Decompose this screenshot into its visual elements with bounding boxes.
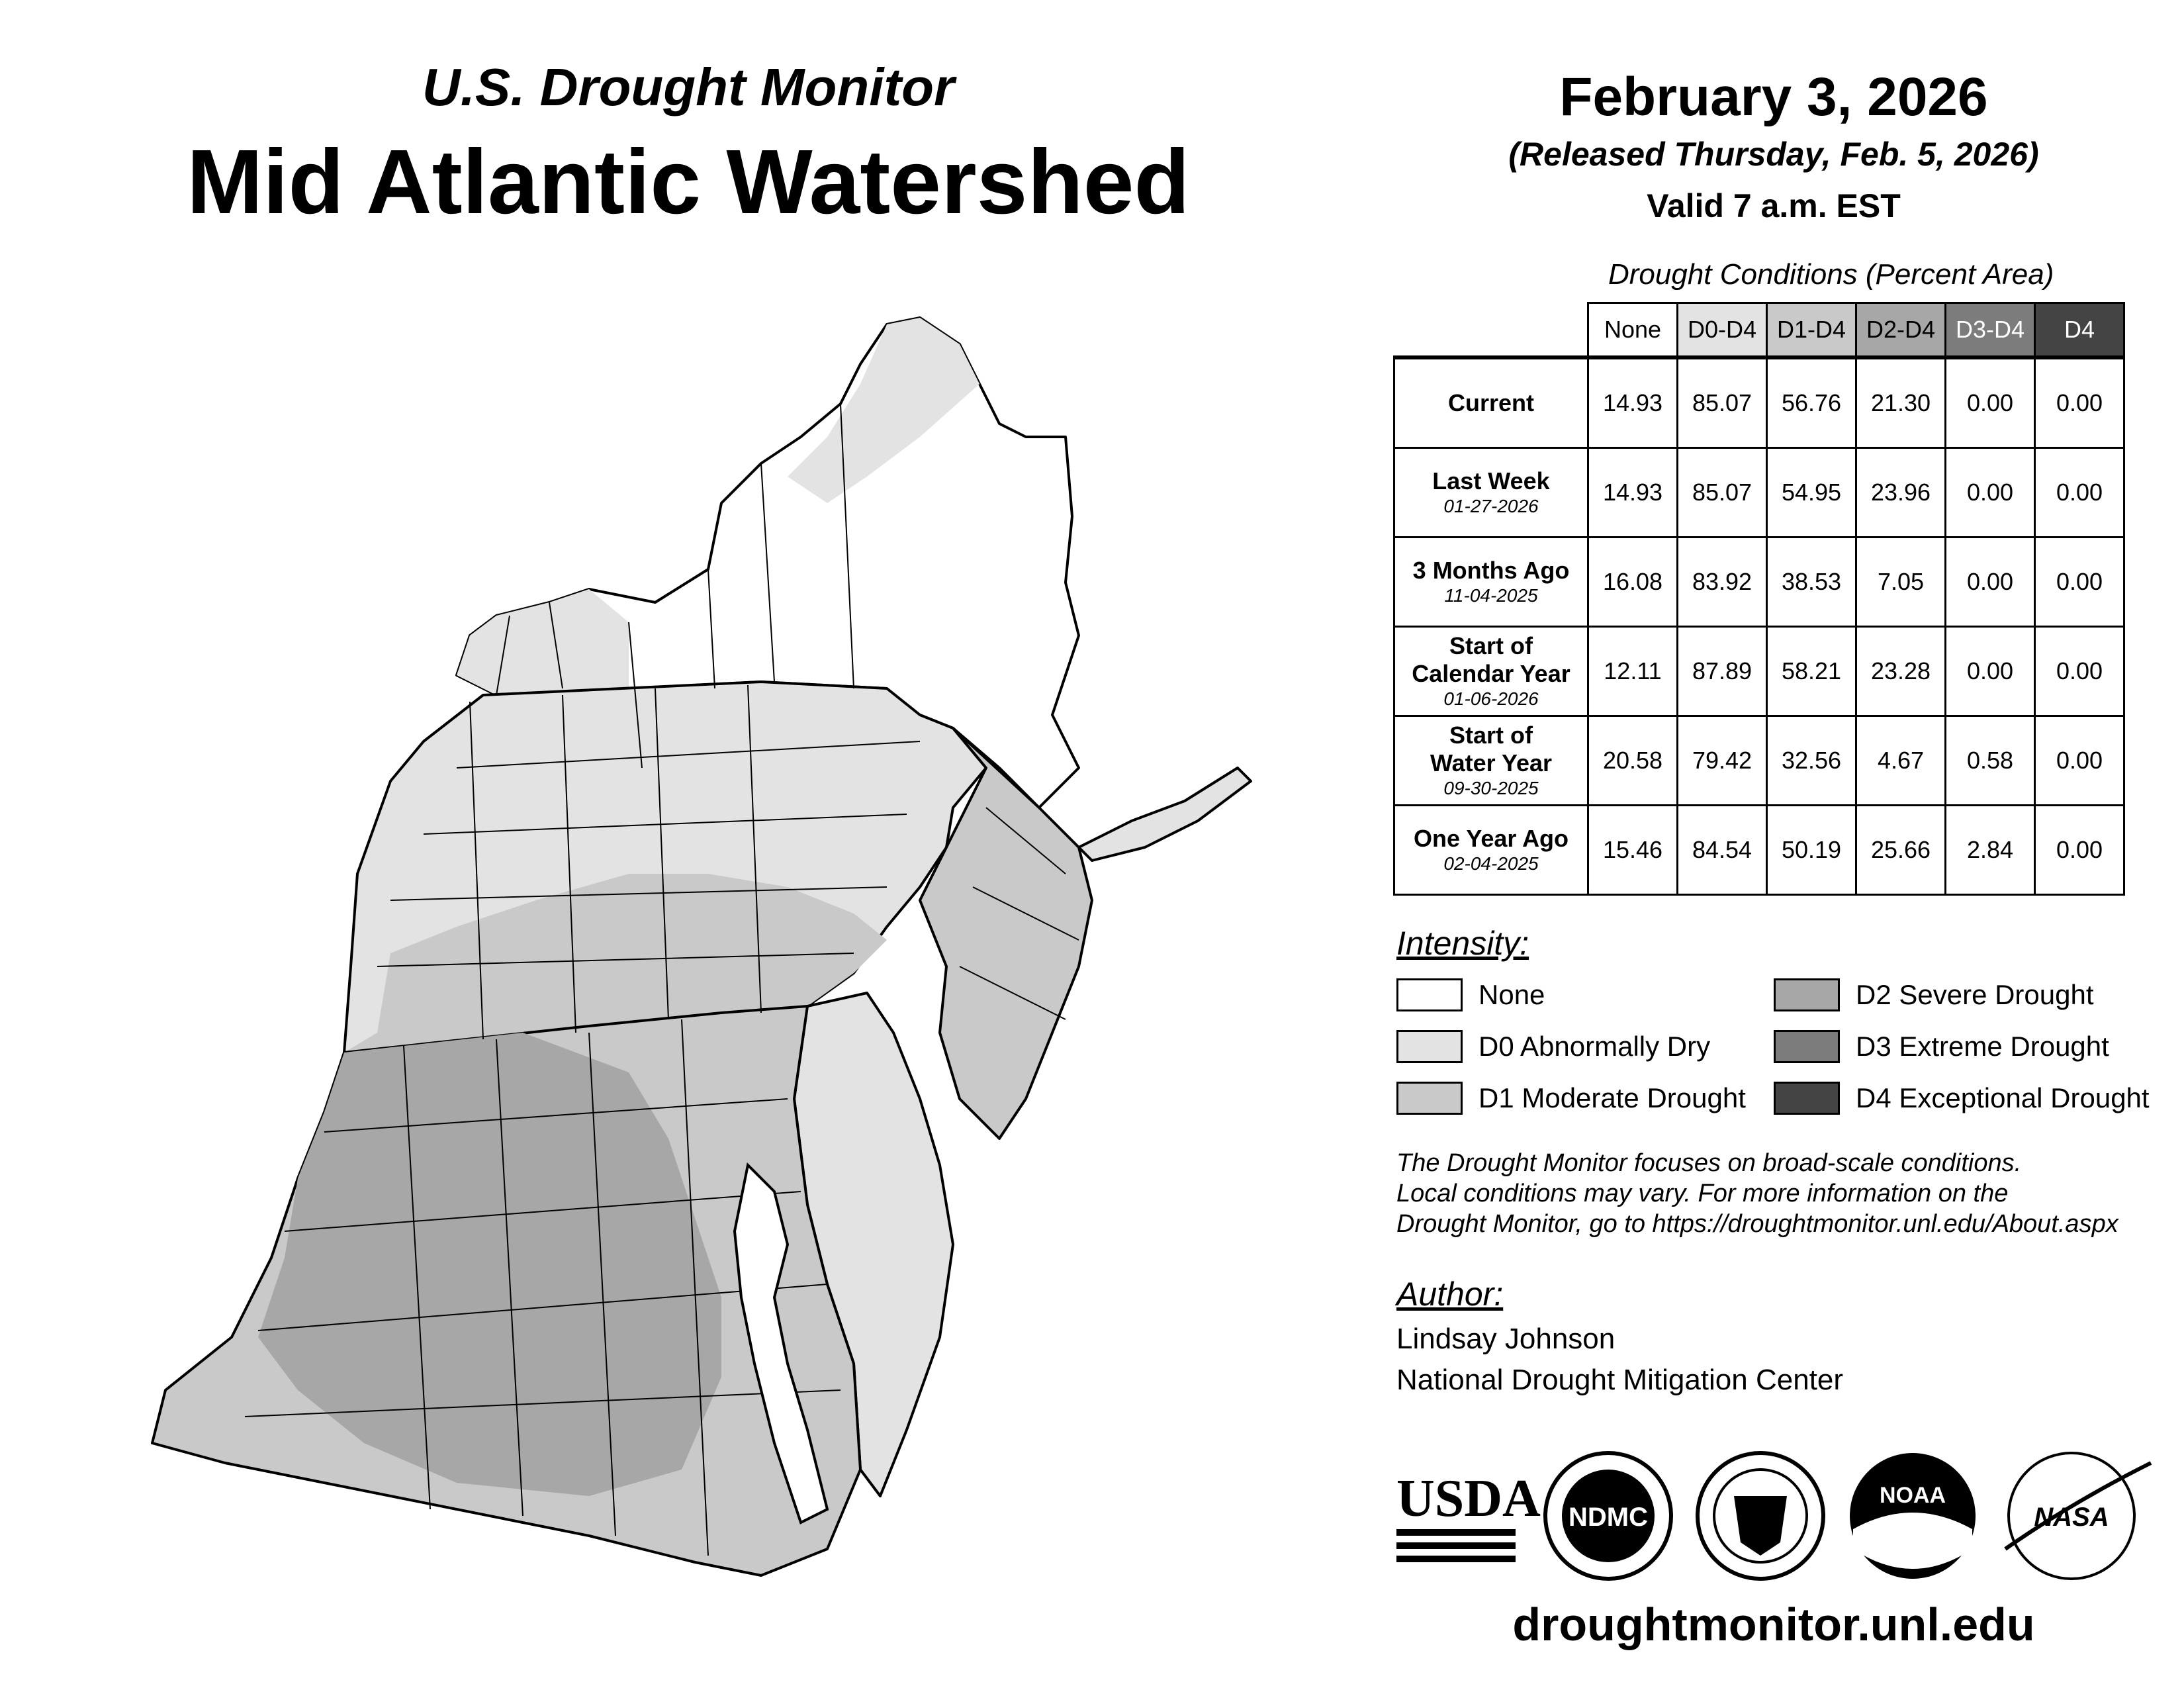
- legend-label: D3 Extreme Drought: [1856, 1031, 2109, 1062]
- region-long-island: [1079, 768, 1251, 861]
- table-cell: 23.96: [1856, 448, 1946, 538]
- author-title: Author:: [1396, 1276, 1504, 1313]
- row-label: Last Week 01-27-2026: [1394, 448, 1588, 538]
- table-row: [1394, 716, 2124, 806]
- table-cell: 85.07: [1678, 448, 1767, 538]
- table-cell: 38.53: [1767, 538, 1856, 627]
- region-ny-d0-west: [457, 589, 629, 695]
- legend-swatch: [1774, 1082, 1840, 1115]
- row-label: Start of Calendar Year 01-06-2026: [1394, 627, 1588, 716]
- author-name: Lindsay Johnson: [1396, 1323, 1615, 1355]
- legend-title: Intensity:: [1396, 925, 1529, 962]
- table-cell: 87.89: [1678, 627, 1767, 716]
- table-cell: 0.58: [1946, 716, 2035, 806]
- nasa-logo: [2005, 1453, 2151, 1579]
- map-subtitle: U.S. Drought Monitor: [422, 58, 955, 117]
- col-header-d0-d4: D0-D4: [1678, 303, 1767, 358]
- disclaimer-line: Drought Monitor, go to https://droughtmonitor.unl.edu/About.aspx: [1396, 1210, 2118, 1238]
- table-cell: 14.93: [1588, 448, 1678, 538]
- table-cell: 20.58: [1588, 716, 1678, 806]
- author-org: National Drought Mitigation Center: [1396, 1364, 1844, 1396]
- table-cell: 0.00: [1946, 627, 2035, 716]
- legend-item-d4: [1774, 1080, 2150, 1116]
- disclaimer-line: The Drought Monitor focuses on broad-scale conditions.: [1396, 1149, 2022, 1177]
- table-cell: 0.00: [2035, 357, 2124, 448]
- table-cell: 15.46: [1588, 806, 1678, 895]
- valid-time: Valid 7 a.m. EST: [1647, 187, 1901, 224]
- drought-conditions-table: [1393, 302, 2125, 896]
- usda-logo: [1396, 1470, 1541, 1562]
- table-cell: 56.76: [1767, 357, 1856, 448]
- table-cell: 84.54: [1678, 806, 1767, 895]
- table-cell: 32.56: [1767, 716, 1856, 806]
- legend-swatch: [1396, 1030, 1463, 1063]
- legend-item-d0: [1396, 1029, 1710, 1064]
- table-cell: 83.92: [1678, 538, 1767, 627]
- svg-text:NASA: NASA: [2034, 1503, 2109, 1532]
- commerce-seal-icon: [1698, 1453, 1823, 1579]
- table-row: [1394, 538, 2124, 627]
- table-caption: Drought Conditions (Percent Area): [1608, 258, 2054, 291]
- col-header-none: None: [1588, 303, 1678, 358]
- legend-swatch: [1396, 1082, 1463, 1115]
- table-cell: 0.00: [2035, 538, 2124, 627]
- partner-logos: [1390, 1443, 2184, 1589]
- row-label: Current: [1394, 357, 1588, 448]
- svg-text:NOAA: NOAA: [1879, 1483, 1946, 1508]
- legend-label: D1 Moderate Drought: [1479, 1082, 1746, 1113]
- table-cell: 7.05: [1856, 538, 1946, 627]
- legend-item-d1: [1396, 1080, 1746, 1116]
- legend-swatch: [1774, 1030, 1840, 1063]
- legend-label: D2 Severe Drought: [1856, 979, 2094, 1010]
- table-cell: 0.00: [1946, 357, 2035, 448]
- table-row: [1394, 357, 2124, 448]
- table-cell: 21.30: [1856, 357, 1946, 448]
- table-cell: 16.08: [1588, 538, 1678, 627]
- row-label: One Year Ago 02-04-2025: [1394, 806, 1588, 895]
- col-header-d1-d4: D1-D4: [1767, 303, 1856, 358]
- col-header-d2-d4: D2-D4: [1856, 303, 1946, 358]
- table-cell: 25.66: [1856, 806, 1946, 895]
- noaa-logo: [1850, 1453, 1976, 1579]
- svg-text:NDMC: NDMC: [1569, 1503, 1648, 1532]
- table-cell: 23.28: [1856, 627, 1946, 716]
- map-date: February 3, 2026: [1559, 67, 1988, 127]
- table-cell: 50.19: [1767, 806, 1856, 895]
- release-date: (Released Thursday, Feb. 5, 2026): [1508, 136, 2039, 173]
- table-corner: [1394, 303, 1588, 358]
- table-cell: 0.00: [2035, 716, 2124, 806]
- table-cell: 54.95: [1767, 448, 1856, 538]
- table-cell: 14.93: [1588, 357, 1678, 448]
- table-cell: 0.00: [2035, 806, 2124, 895]
- legend-item-none: [1396, 977, 1545, 1013]
- table-cell: 12.11: [1588, 627, 1678, 716]
- legend-label: D4 Exceptional Drought: [1856, 1082, 2150, 1113]
- drought-map: [126, 305, 1264, 1602]
- legend-item-d2: [1774, 977, 2094, 1013]
- table-row: [1394, 448, 2124, 538]
- disclaimer-line: Local conditions may vary. For more information on the: [1396, 1180, 2009, 1207]
- ndmc-logo: [1545, 1453, 1671, 1579]
- table-cell: 85.07: [1678, 357, 1767, 448]
- legend-label: None: [1479, 979, 1545, 1010]
- website-url: droughtmonitor.unl.edu: [1512, 1599, 2035, 1650]
- table-cell: 0.00: [2035, 448, 2124, 538]
- legend-swatch: [1396, 978, 1463, 1011]
- table-cell: 2.84: [1946, 806, 2035, 895]
- table-row: [1394, 627, 2124, 716]
- table-row: [1394, 806, 2124, 895]
- row-label: 3 Months Ago 11-04-2025: [1394, 538, 1588, 627]
- col-header-d3-d4: D3-D4: [1946, 303, 2035, 358]
- map-title: Mid Atlantic Watershed: [187, 131, 1190, 233]
- table-cell: 79.42: [1678, 716, 1767, 806]
- legend-item-d3: [1774, 1029, 2109, 1064]
- table-cell: 4.67: [1856, 716, 1946, 806]
- legend-label: D0 Abnormally Dry: [1479, 1031, 1711, 1062]
- legend-swatch: [1774, 978, 1840, 1011]
- table-cell: 0.00: [1946, 538, 2035, 627]
- row-label: Start of Water Year 09-30-2025: [1394, 716, 1588, 806]
- table-cell: 58.21: [1767, 627, 1856, 716]
- col-header-d4: D4: [2035, 303, 2124, 358]
- table-cell: 0.00: [1946, 448, 2035, 538]
- table-cell: 0.00: [2035, 627, 2124, 716]
- disclaimer: [1396, 1148, 2177, 1239]
- svg-text:USDA: USDA: [1396, 1470, 1541, 1528]
